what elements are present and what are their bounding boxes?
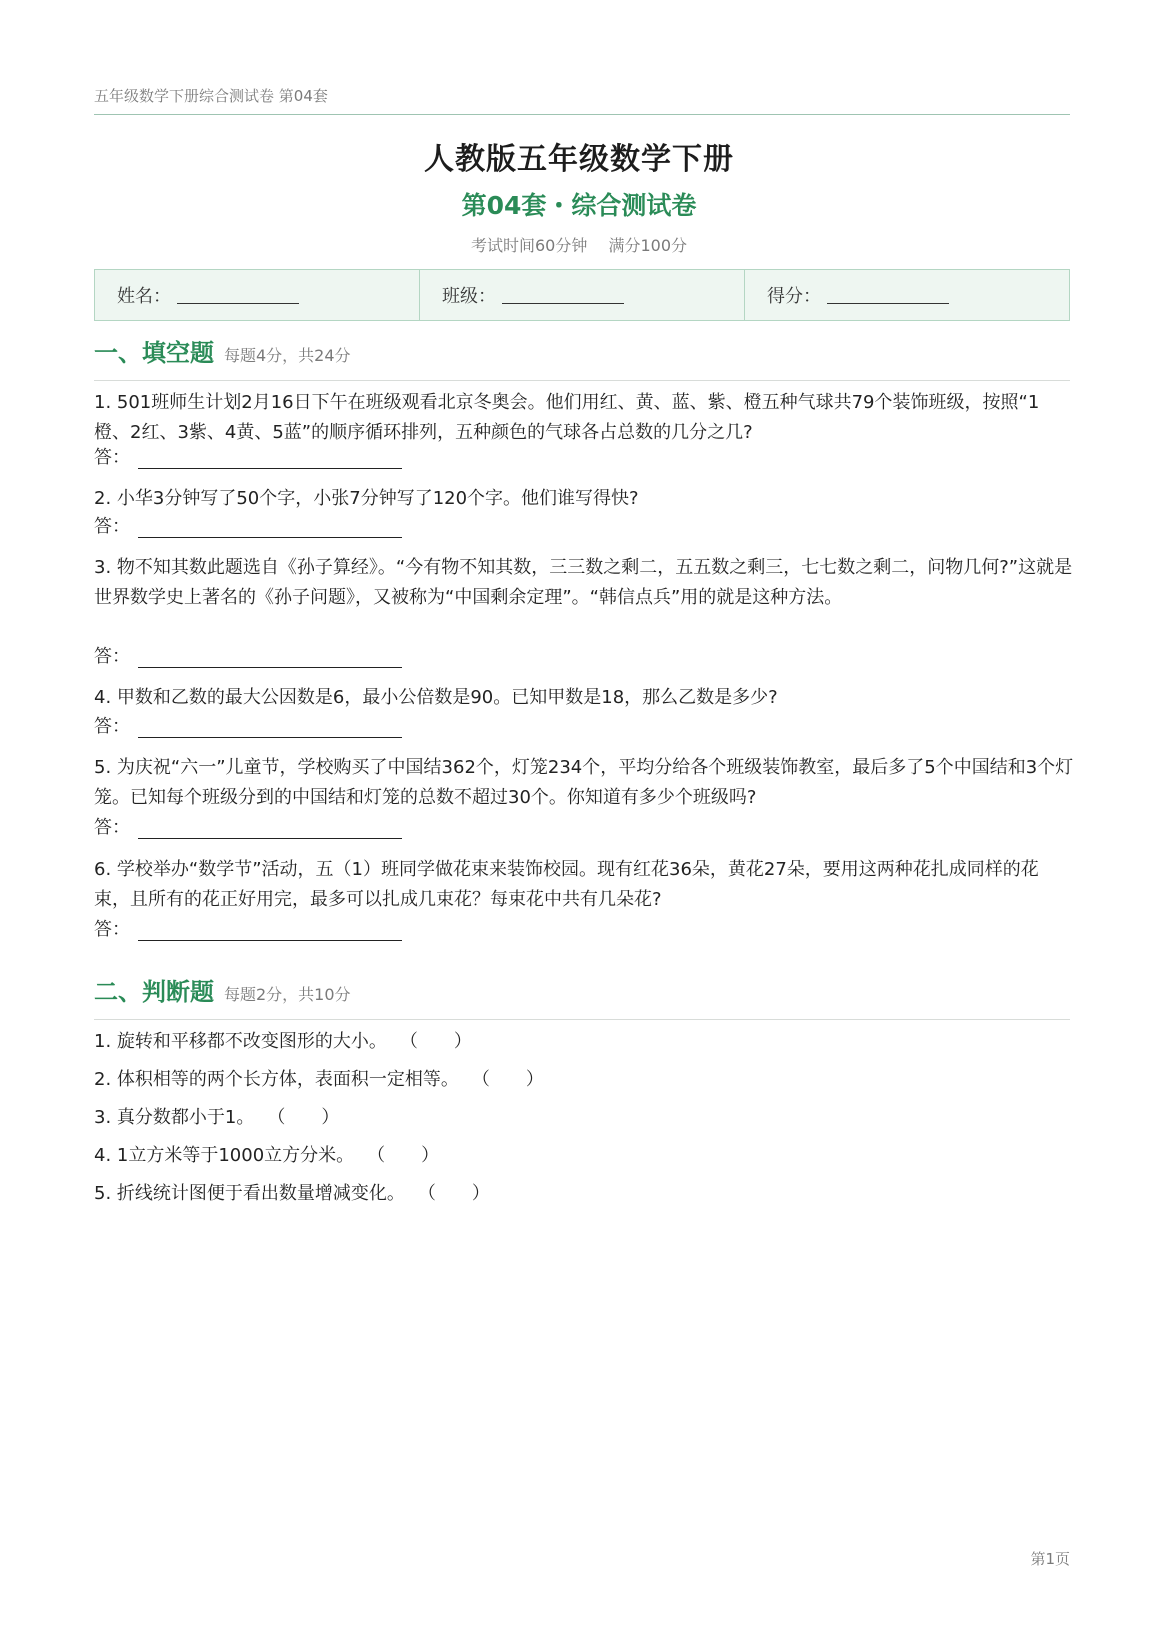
answer-label: 答：: [94, 817, 130, 838]
score-label: 得分：: [767, 286, 821, 307]
answer-blank[interactable]: [138, 518, 402, 538]
judge-item-2: [94, 1065, 544, 1091]
answer-blank[interactable]: [138, 921, 402, 941]
judge-item-4: [94, 1141, 439, 1167]
answer-row-4: [94, 712, 402, 738]
question-2: 2. 小华3分钟写了50个字，小张7分钟写了120个字。他们谁写得快?: [94, 488, 639, 509]
judge-text: 2. 体积相等的两个长方体，表面积一定相等。: [94, 1069, 459, 1090]
answer-label: 答：: [94, 919, 130, 940]
class-field[interactable]: [420, 270, 745, 320]
answer-blank[interactable]: [138, 819, 402, 839]
answer-label: 答：: [94, 447, 130, 468]
page-title: 人教版五年级数学下册: [424, 142, 734, 177]
score-field[interactable]: [745, 270, 1069, 320]
judge-text: 4. 1立方米等于1000立方分米。: [94, 1145, 355, 1166]
full-score: 满分100分: [608, 236, 687, 255]
name-field[interactable]: [95, 270, 420, 320]
section-title: 一、填空题: [94, 339, 214, 367]
judge-bracket[interactable]: （ ）: [480, 1069, 544, 1090]
judge-bracket[interactable]: （ ）: [408, 1031, 472, 1052]
answer-label: 答：: [94, 646, 130, 667]
answer-row-5: [94, 813, 402, 839]
question-4: 4. 甲数和乙数的最大公因数是6，最小公倍数是90。已知甲数是18，那么乙数是多少?: [94, 687, 778, 708]
judge-text: 1. 旋转和平移都不改变图形的大小。: [94, 1031, 387, 1052]
answer-label: 答：: [94, 716, 130, 737]
section-true-false-header: [94, 972, 1070, 1020]
header-rule: [94, 114, 1070, 115]
judge-item-5: [94, 1179, 490, 1205]
class-blank[interactable]: [502, 290, 624, 304]
question-5: 5. 为庆祝“六一”儿童节，学校购买了中国结362个，灯笼234个，平均分给各个班级装饰教室，最后多了5个中国结和3个灯笼。已知每个班级分到的中国结和灯笼的总数不超过30个。你知道有多少个班级吗?: [94, 757, 1074, 808]
section-title: 二、判断题: [94, 978, 214, 1006]
name-label: 姓名：: [117, 286, 171, 307]
page-subtitle: 第04套・综合测试卷: [461, 191, 697, 220]
answer-label: 答：: [94, 516, 130, 537]
judge-item-1: [94, 1027, 472, 1053]
section-note: 每题4分，共24分: [224, 346, 351, 365]
answer-row-2: [94, 512, 402, 538]
judge-bracket[interactable]: （ ）: [376, 1145, 440, 1166]
section-fill-blank-header: [94, 333, 1070, 381]
exam-time: 考试时间60分钟: [470, 236, 588, 255]
question-3: 3. 物不知其数此题选自《孙子算经》。“今有物不知其数，三三数之剩二，五五数之剩三，七七数之剩二，问物几何?”这就是世界数学史上著名的《孙子问题》，又被称为“中国剩余定理”。“韩信点兵”用的就是这种方法。: [94, 557, 1073, 608]
answer-row-6: [94, 915, 402, 941]
score-blank[interactable]: [827, 290, 949, 304]
answer-blank[interactable]: [138, 718, 402, 738]
judge-bracket[interactable]: （ ）: [426, 1183, 490, 1204]
running-header: 五年级数学下册综合测试卷 第04套: [94, 87, 328, 105]
answer-blank[interactable]: [138, 449, 402, 469]
question-6: 6. 学校举办“数学节”活动，五（1）班同学做花束来装饰校园。现有红花36朵，黄花27朵，要用这两种花扎成同样的花束，且所有的花正好用完，最多可以扎成几束花？每束花中共有几朵花?: [94, 859, 1039, 910]
student-info-box: [94, 269, 1070, 321]
exam-meta: [0, 233, 1158, 256]
name-blank[interactable]: [177, 290, 299, 304]
judge-item-3: [94, 1103, 339, 1129]
answer-row-3: [94, 642, 402, 668]
answer-row-1: [94, 443, 402, 469]
judge-bracket[interactable]: （ ）: [276, 1107, 340, 1128]
page-number: 第1页: [1030, 1550, 1070, 1568]
section-note: 每题2分，共10分: [224, 985, 351, 1004]
class-label: 班级：: [442, 286, 496, 307]
question-1: 1. 501班师生计划2月16日下午在班级观看北京冬奥会。他们用红、黄、蓝、紫、橙五种气球共79个装饰班级，按照“1橙、2红、3紫、4黄、5蓝”的顺序循环排列，五种颜色的气球各占总数的几分之几?: [94, 392, 1040, 443]
judge-text: 3. 真分数都小于1。: [94, 1107, 255, 1128]
answer-blank[interactable]: [138, 648, 402, 668]
judge-text: 5. 折线统计图便于看出数量增减变化。: [94, 1183, 405, 1204]
